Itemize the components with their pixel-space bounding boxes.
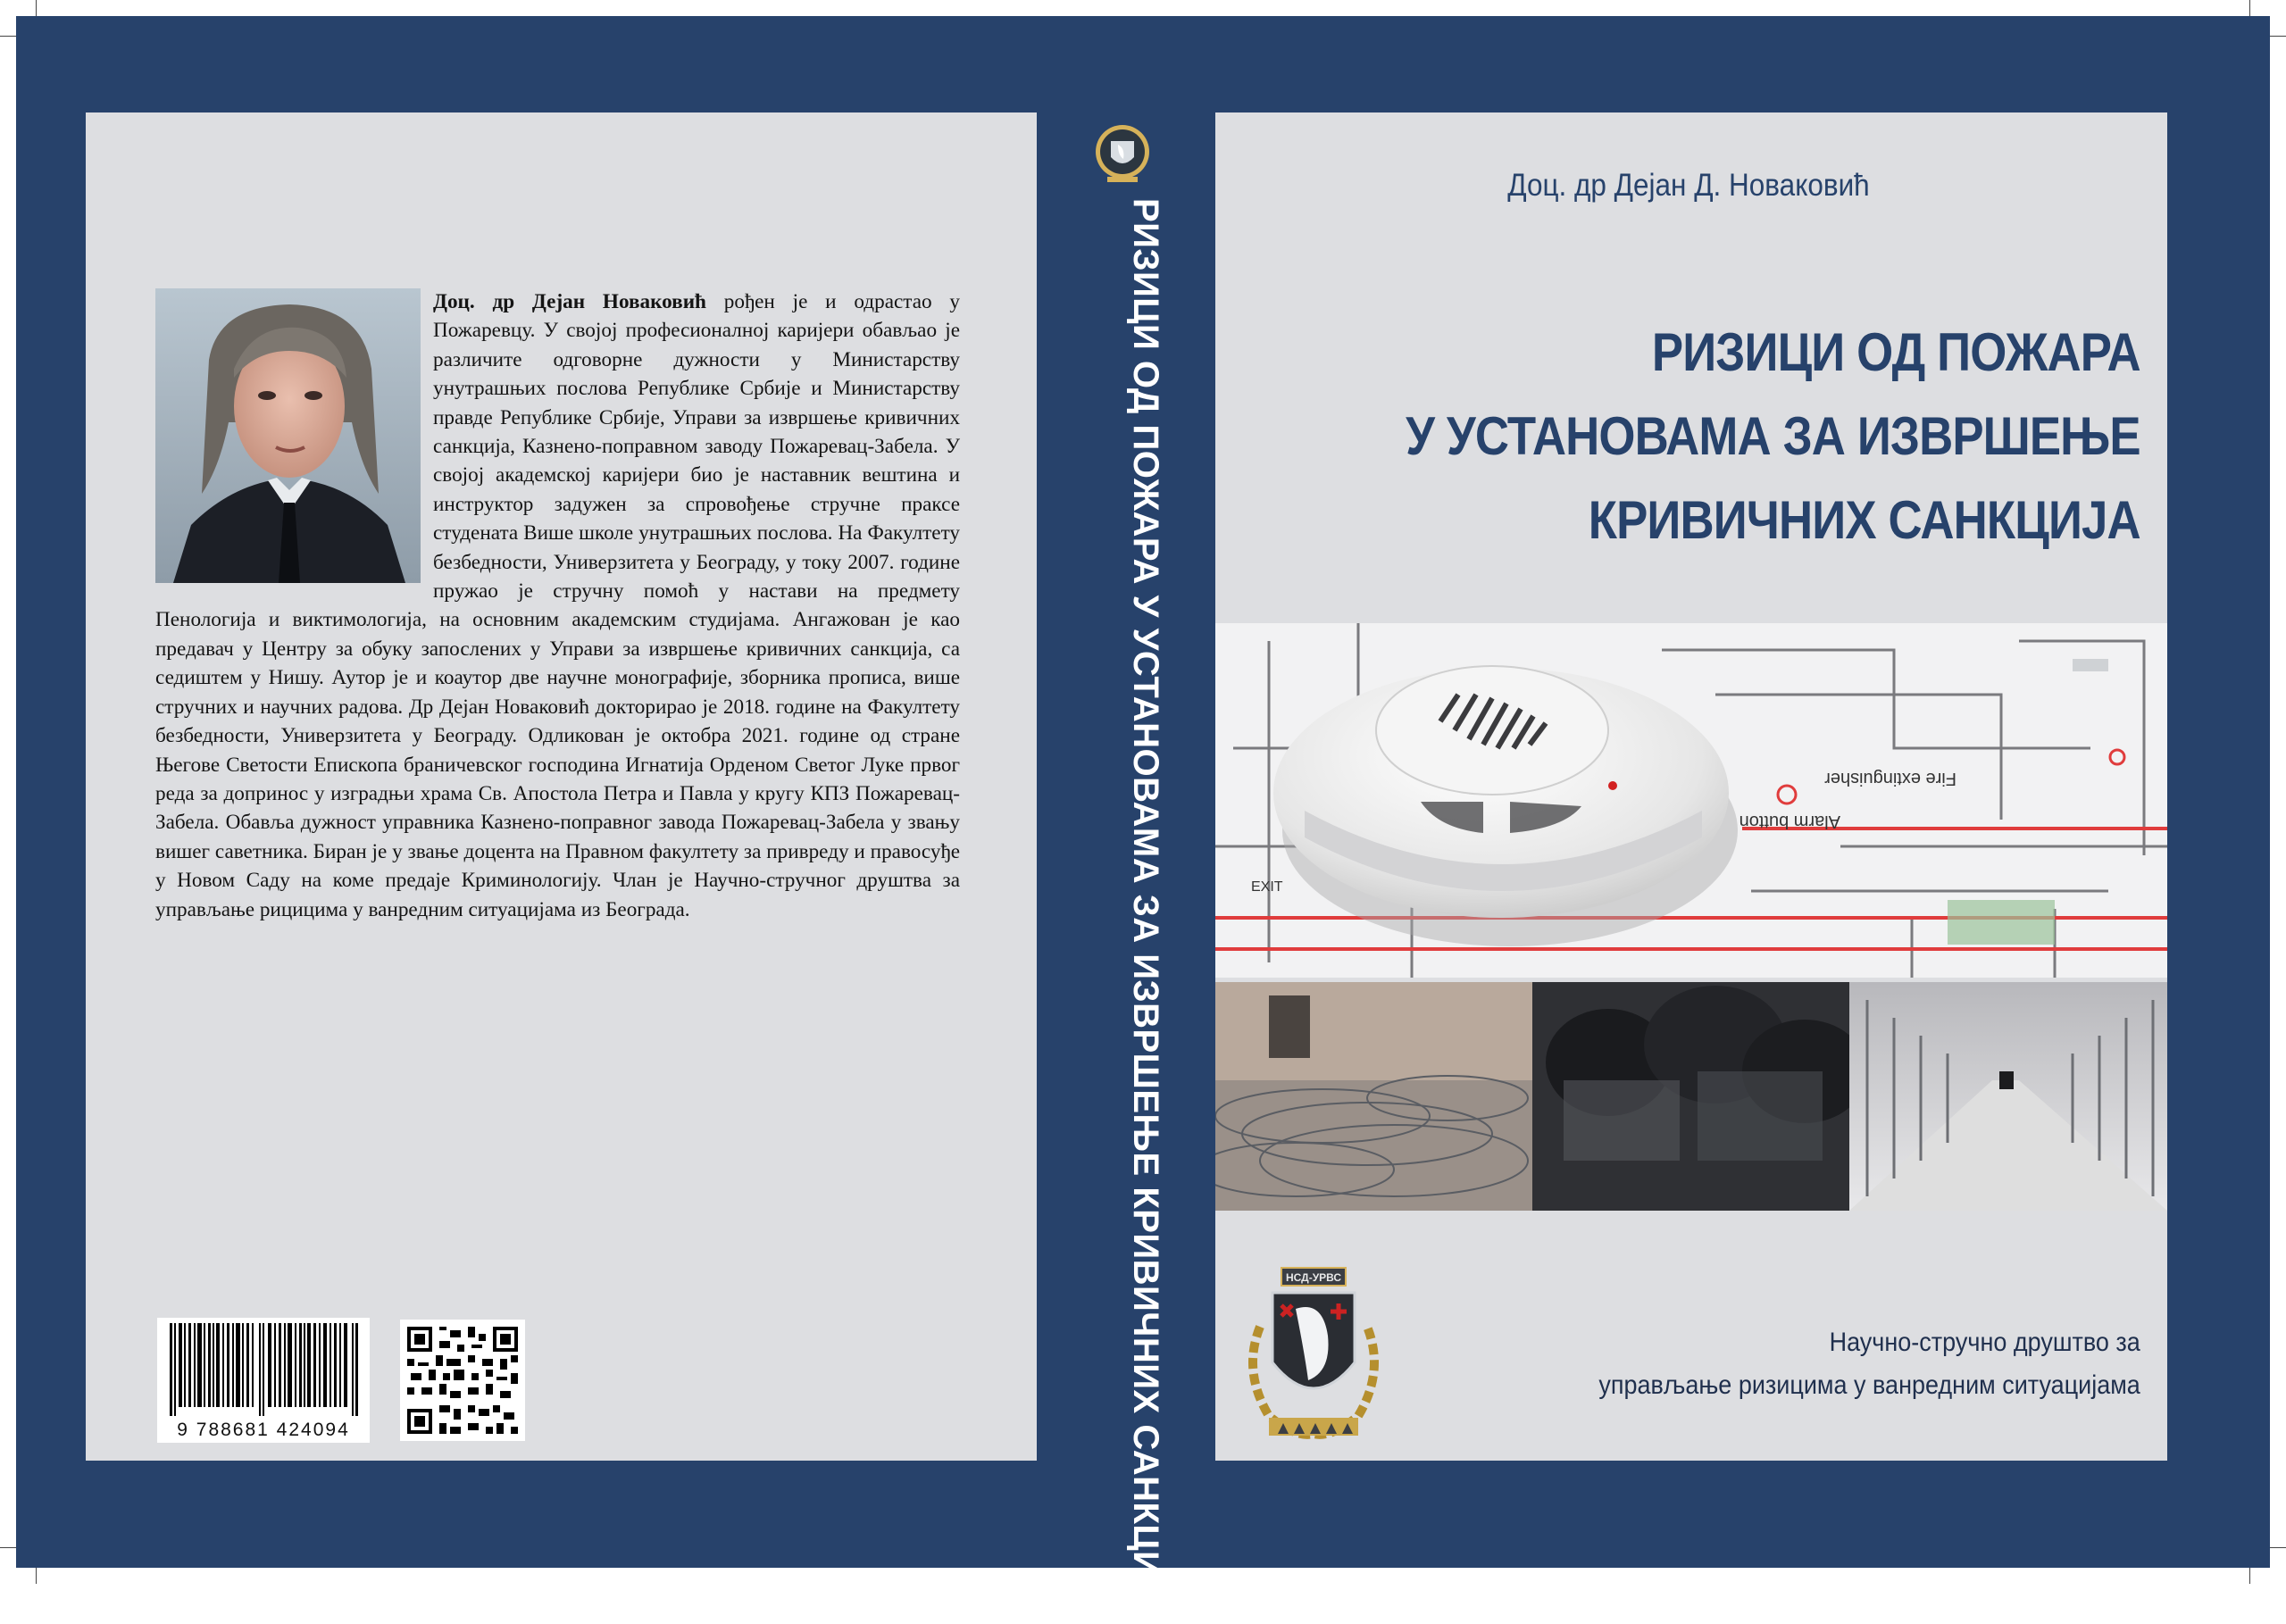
spine-title: РИЗИЦИ ОД ПОЖАРА У УСТАНОВАМА ЗА ИЗВРШЕЊЕ КРИВИЧНИХ САНКЦИЈА (1126, 198, 1165, 1624)
alarm-button-label: Alarm button (1739, 812, 1840, 831)
fire-extinguisher-label: Fire extinguisher (1824, 769, 1956, 788)
society-logo (1242, 1264, 1385, 1443)
bio-author-name: Доц. др Дејан Новаковић (433, 290, 706, 313)
book-title (1306, 311, 2140, 562)
spine-society-logo (1091, 118, 1154, 189)
publisher-name (1539, 1321, 2140, 1407)
publisher-line: Научно-стручно друштво за (1829, 1328, 2140, 1357)
prison-photo-strip (1215, 982, 2167, 1211)
society-logo-caption: НСД-УРВС (1285, 1271, 1342, 1284)
author-biography (155, 287, 960, 924)
exit-label: EXIT (1251, 879, 1283, 895)
title-line: КРИВИЧНИХ САНКЦИЈА (1588, 490, 2140, 550)
barcode-bars (157, 1318, 370, 1418)
qr-code (400, 1320, 525, 1441)
back-cover (86, 112, 1037, 1461)
title-line: У УСТАНОВАМА ЗА ИЗВРШЕЊЕ (1406, 406, 2140, 466)
title-line: РИЗИЦИ ОД ПОЖАРА (1652, 322, 2140, 382)
front-cover (1215, 112, 2167, 1461)
isbn-number: 9 788681 424094 (177, 1420, 350, 1440)
bio-text: рођен је и одрастао у Пожаревцу. У својој професионалној каријери обављао је различите одговорне дужности у Министарству унутрашњих послова Републике Србије и Министарству правде Републике Србије, Управи за извршење кривичних санкција, Казнено-поправном заводу Пожаревац-Забела. У својој академској каријери био је наставник вештина и инструктор задужен за спровођење стручне праксе студената Више школе унутрашњих послова. На Факултету безбедности, Универзитета у Београду, у току 2007. године пружао је стручну помоћ у настави на предмету Пенологија и виктимологија, на основним академским студијама. Ангажован је као предавач у Центру за обуку запослених у Управи за извршење кривичних санкција, са седиштем у Нишу. Аутор је и коаутор две научне монографије, зборника прописа, више стручних и научних радова. Др Дејан Новаковић докторирао је 2018. године на Факултету безбедности, Универзитета у Београду. Одликован је октобра 2021. године од стране Његове Светости Епископа браничевског господина Игнатија Орденом Светог Луке првог реда за допринос у изградњи храма Св. Апостола Петра и Павла у кругу КПЗ Пожаревац-Забела. Обавља дужност управника Казнено-поправног завода Пожаревац-Забела у звању вишег саветника. Биран је у звање доцента на Правном факултету за привреду и правосуђе у Новом Саду на коме предаје Криминологију. Члан је Научно-стручног друштва за управљање рицицима у ванредним ситуацијама из Београда. (155, 290, 960, 921)
front-author: Доц. др Дејан Д. Новаковић (1507, 168, 1870, 203)
smoke-detector-image (1215, 623, 2167, 978)
isbn-barcode (157, 1318, 370, 1443)
publisher-line: управљање ризицима у ванредним ситуацијама (1598, 1370, 2140, 1400)
